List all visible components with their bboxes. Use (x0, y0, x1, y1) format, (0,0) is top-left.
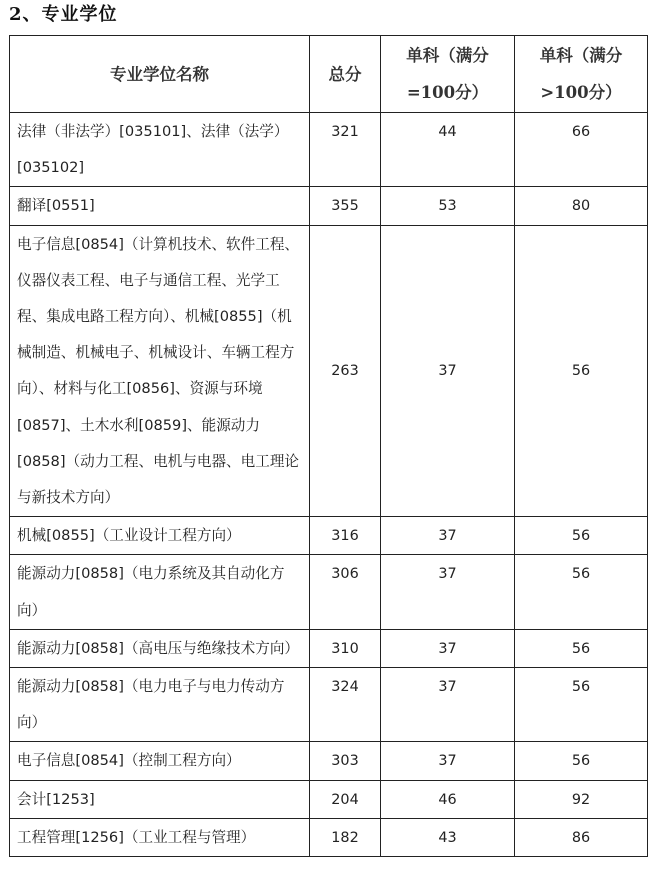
table-header-row (10, 36, 648, 113)
row-single-gt100: 56 (515, 555, 648, 629)
table-row (10, 629, 648, 667)
header-single-gt100-line2: >100分） (540, 83, 622, 102)
row-single-le100: 37 (381, 225, 515, 517)
row-single-le100: 53 (381, 187, 515, 225)
row-degree-name: 法律（非法学）[035101]、法律（法学）[035102] (10, 113, 310, 187)
row-single-le100: 46 (381, 780, 515, 818)
row-degree-name: 翻译[0551] (10, 187, 310, 225)
header-single-gt100-line1: 单科（满分 (539, 46, 623, 65)
table-row (10, 225, 648, 517)
row-single-le100: 37 (381, 517, 515, 555)
row-total-score: 355 (310, 187, 381, 225)
row-single-le100: 37 (381, 742, 515, 780)
row-total-score: 204 (310, 780, 381, 818)
row-degree-name: 能源动力[0858]（电力电子与电力传动方向） (10, 668, 310, 742)
table-row (10, 742, 648, 780)
header-single-gt100 (515, 36, 648, 113)
row-single-le100: 37 (381, 668, 515, 742)
header-total-label: 总分 (328, 64, 362, 84)
row-total-score: 324 (310, 668, 381, 742)
header-single-le100 (381, 36, 515, 113)
row-degree-name: 能源动力[0858]（电力系统及其自动化方向） (10, 555, 310, 629)
row-degree-name: 会计[1253] (10, 780, 310, 818)
row-degree-name: 电子信息[0854]（计算机技术、软件工程、仪器仪表工程、电子与通信工程、光学工程、集成电路工程方向）、机械[0855]（机械制造、机械电子、机械设计、车辆工程方向）、材料与化工[0856]、资源与环境[0857]、土木水利[0859]、能源动力[0858]（动力工程、电机与电器、电工理论与新技术方向） (10, 225, 310, 517)
row-single-gt100: 66 (515, 113, 648, 187)
row-single-gt100: 56 (515, 225, 648, 517)
row-degree-name: 电子信息[0854]（控制工程方向） (10, 742, 310, 780)
row-single-gt100: 86 (515, 818, 648, 856)
table-row (10, 818, 648, 856)
row-total-score: 316 (310, 517, 381, 555)
header-single-le100-line2: =100分） (406, 83, 489, 102)
row-single-gt100: 80 (515, 187, 648, 225)
table-row (10, 187, 648, 225)
header-single-le100-line1: 单科（满分 (406, 46, 489, 65)
table-row (10, 113, 648, 187)
section-title: 2、专业学位 (9, 4, 118, 25)
row-single-gt100: 92 (515, 780, 648, 818)
header-name-label: 专业学位名称 (110, 64, 209, 84)
table-row (10, 668, 648, 742)
header-total (310, 36, 381, 113)
row-total-score: 303 (310, 742, 381, 780)
row-total-score: 321 (310, 113, 381, 187)
row-single-le100: 37 (381, 629, 515, 667)
row-single-gt100: 56 (515, 668, 648, 742)
row-single-le100: 43 (381, 818, 515, 856)
row-single-le100: 37 (381, 555, 515, 629)
row-degree-name: 工程管理[1256]（工业工程与管理） (10, 818, 310, 856)
row-total-score: 263 (310, 225, 381, 517)
row-single-gt100: 56 (515, 629, 648, 667)
row-single-gt100: 56 (515, 742, 648, 780)
score-table (9, 35, 648, 857)
header-name (10, 36, 310, 113)
row-degree-name: 机械[0855]（工业设计工程方向） (10, 517, 310, 555)
table-row (10, 517, 648, 555)
table-row (10, 555, 648, 629)
table-row (10, 780, 648, 818)
row-total-score: 306 (310, 555, 381, 629)
row-degree-name: 能源动力[0858]（高电压与绝缘技术方向） (10, 629, 310, 667)
row-single-gt100: 56 (515, 517, 648, 555)
row-total-score: 182 (310, 818, 381, 856)
row-total-score: 310 (310, 629, 381, 667)
row-single-le100: 44 (381, 113, 515, 187)
